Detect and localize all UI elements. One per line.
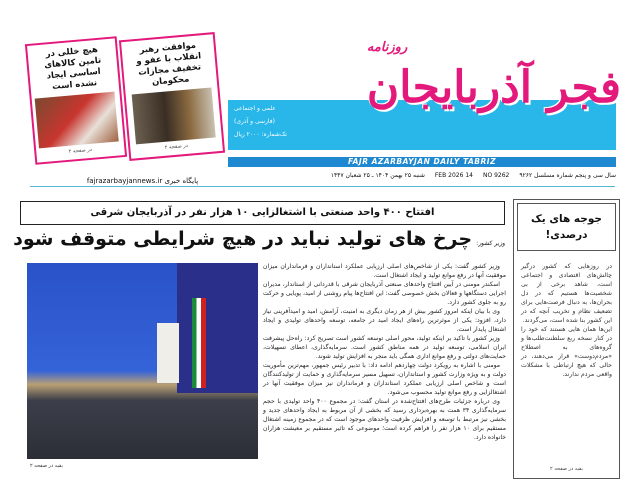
website[interactable]	[70, 177, 215, 185]
price-label: تک‌شماره: ۲۰۰۰ ریال	[234, 131, 287, 138]
teaser-box[interactable]	[25, 36, 127, 165]
logo-text: فجر آذربایجان	[366, 62, 621, 113]
sidebar-text	[514, 254, 619, 379]
paragraph: مومنی با اشاره به رویکرد دولت چهاردهم ادامه داد: با تدبیر رئیس جمهور، مهم‌ترین مأموریت دولت و به ویژه وزارت کشور و استانداران، تسهیل مسیر سرمایه‌گذاری و حمایت از تولیدکنندگان است و شاخص اصلی ارزیابی عملکرد استانداران و فرمانداران نیز میزان موفقیت آنها در اشتغالزایی و رفع موانع تولید محسوب می‌شود.	[263, 362, 506, 396]
volume: سال سی و پنجم شماره مسلسل ۹۲۶۲	[519, 172, 616, 179]
sidebar-column	[513, 199, 620, 479]
website-url[interactable]: fajrazarbayjannews.ir	[86, 177, 163, 185]
english-name: FAJR AZARBAYJAN DAILY TABRIZ	[228, 157, 616, 167]
issue-number: NO 9262	[482, 172, 510, 179]
lead-photo	[27, 263, 258, 459]
masthead-rule	[30, 186, 615, 187]
persian-date: شنبه ۲۵ بهمن ۱۴۰۴ ـ ۲۵ شعبان ۱۴۴۷	[330, 172, 425, 179]
teaser-title: موافقت رهبر انقلاب با عفو و تخفیف مجازات محکومان	[135, 40, 202, 88]
lead-headline[interactable]	[13, 228, 505, 250]
paragraph: وزیر کشور با تاکید بر اینکه تولید، محور اصلی توسعه کشور است تصریح کرد: راه‌حل پیشرفت ایران اسلامی، توسعه تولید در همه مناطق کشور است. سرمایه‌گذاری، اعطای تسهیلات، حمایت‌های دولتی و رفع موانع اداری همگی باید منجر به افزایش تولید شوند.	[263, 335, 506, 360]
subtitle-label: علمی و اجتماعی	[234, 105, 276, 112]
dateline	[228, 172, 616, 179]
teaser-photo	[132, 88, 216, 145]
lead-supertitle: افتتاح ۴۰۰ واحد صنعتی با اشتغالزایی ۱۰ هزار نفر در آذربایجان شرقی	[20, 201, 505, 225]
paragraph: اسکندر مومنی در آیین افتتاح واحدهای صنعتی آذربایجان شرقی با قدردانی از استاندار، مدیران اجرایی دستگاهها و فعالان بخش خصوصی گفت: این افتتاح‌ها پیام روشنی از امید، پویایی و حرکت رو به جلوی کشور دارد.	[263, 281, 506, 306]
teaser-title: هیچ خللی در تامین کالاهای اساسی ایجاد نشده است	[43, 44, 102, 93]
teaser-ref: در صفحه ۲	[68, 146, 93, 155]
paragraph: وی درباره جزئیات طرح‌های افتتاح‌شده در استان گفت: در مجموع ۴۰۰ واحد تولیدی با حجم سرمایه‌گذاری ۳۴ همت به بهره‌برداری رسید که بخشی از آن مربوط به ایجاد واحدهای جدید و بخشی نیز مرتبط با توسعه و افزایش ظرفیت واحدهای موجود است که در مجموع زمینه اشتغال مستقیم برای ۱۰ هزار نفر را فراهم کرده است؛ موضوعی که تاثیر مستقیم بر معیشت هزاران خانواده دارد.	[263, 398, 506, 441]
teaser-box[interactable]	[119, 32, 225, 161]
headline-text: چرخ های تولید نباید در هیچ شرایطی متوقف شود	[13, 228, 473, 250]
teaser-photo	[35, 92, 119, 149]
sidebar-title: جوجه های یک درصدی!	[517, 203, 616, 251]
website-label: پایگاه خبری	[164, 177, 199, 185]
paragraph: وزیر کشور گفت: یکی از شاخص‌های اصلی ارزیابی عملکرد استانداران و فرمانداران میزان موفقیت آنها در رفع موانع تولید و ایجاد اشتغال است.	[263, 263, 506, 279]
logo-prefix: روزنامه	[366, 40, 408, 55]
paragraph: در روزهایی که کشور درگیر چالش‌های اقتصادی و اجتماعی است، شاهد برخی از بی‌ شخصیت‌ها هستیم که در دل بحران‌ها، به دنبال فرصت‌هایی برای تضعیف نظام و تخریب آنچه که در این کشور بنا شده است، می‌گردند.	[521, 263, 612, 324]
gregorian-date: 14 FEB 2026	[434, 172, 473, 179]
newspaper-logo	[367, 40, 621, 120]
paragraph: وی با بیان اینکه امروز کشور بیش از هر زمان دیگری به امنیت، آرامش، امید و امیدآفرینی نیاز دارد، افزود: یکی از موثرترین راه‌های ایجاد امید در جامعه، توسعه واحدهای تولیدی و ایجاد اشتغال پایدار است.	[263, 308, 506, 333]
continued-note: بقیه در صفحه ۲	[550, 466, 583, 472]
headline-kicker: وزیر کشور:	[476, 240, 505, 247]
teaser-ref: در صفحه ۲	[164, 142, 189, 151]
languages-label: (فارسی و آذری)	[234, 118, 275, 125]
photo-caption: بقیه در صفحه ۲	[30, 463, 63, 469]
paragraph: این‌ها همان هایی هستند که خود را در کنار نسخه ربع سلطنت‌طلب‌ها و گروه‌های به اصطلاح «مردم‌دوست» قرار می‌دهند، در حالی که هیچ ارتباطی با مشکلات واقعی مردم ندارند.	[521, 326, 612, 378]
lead-body	[263, 262, 506, 442]
